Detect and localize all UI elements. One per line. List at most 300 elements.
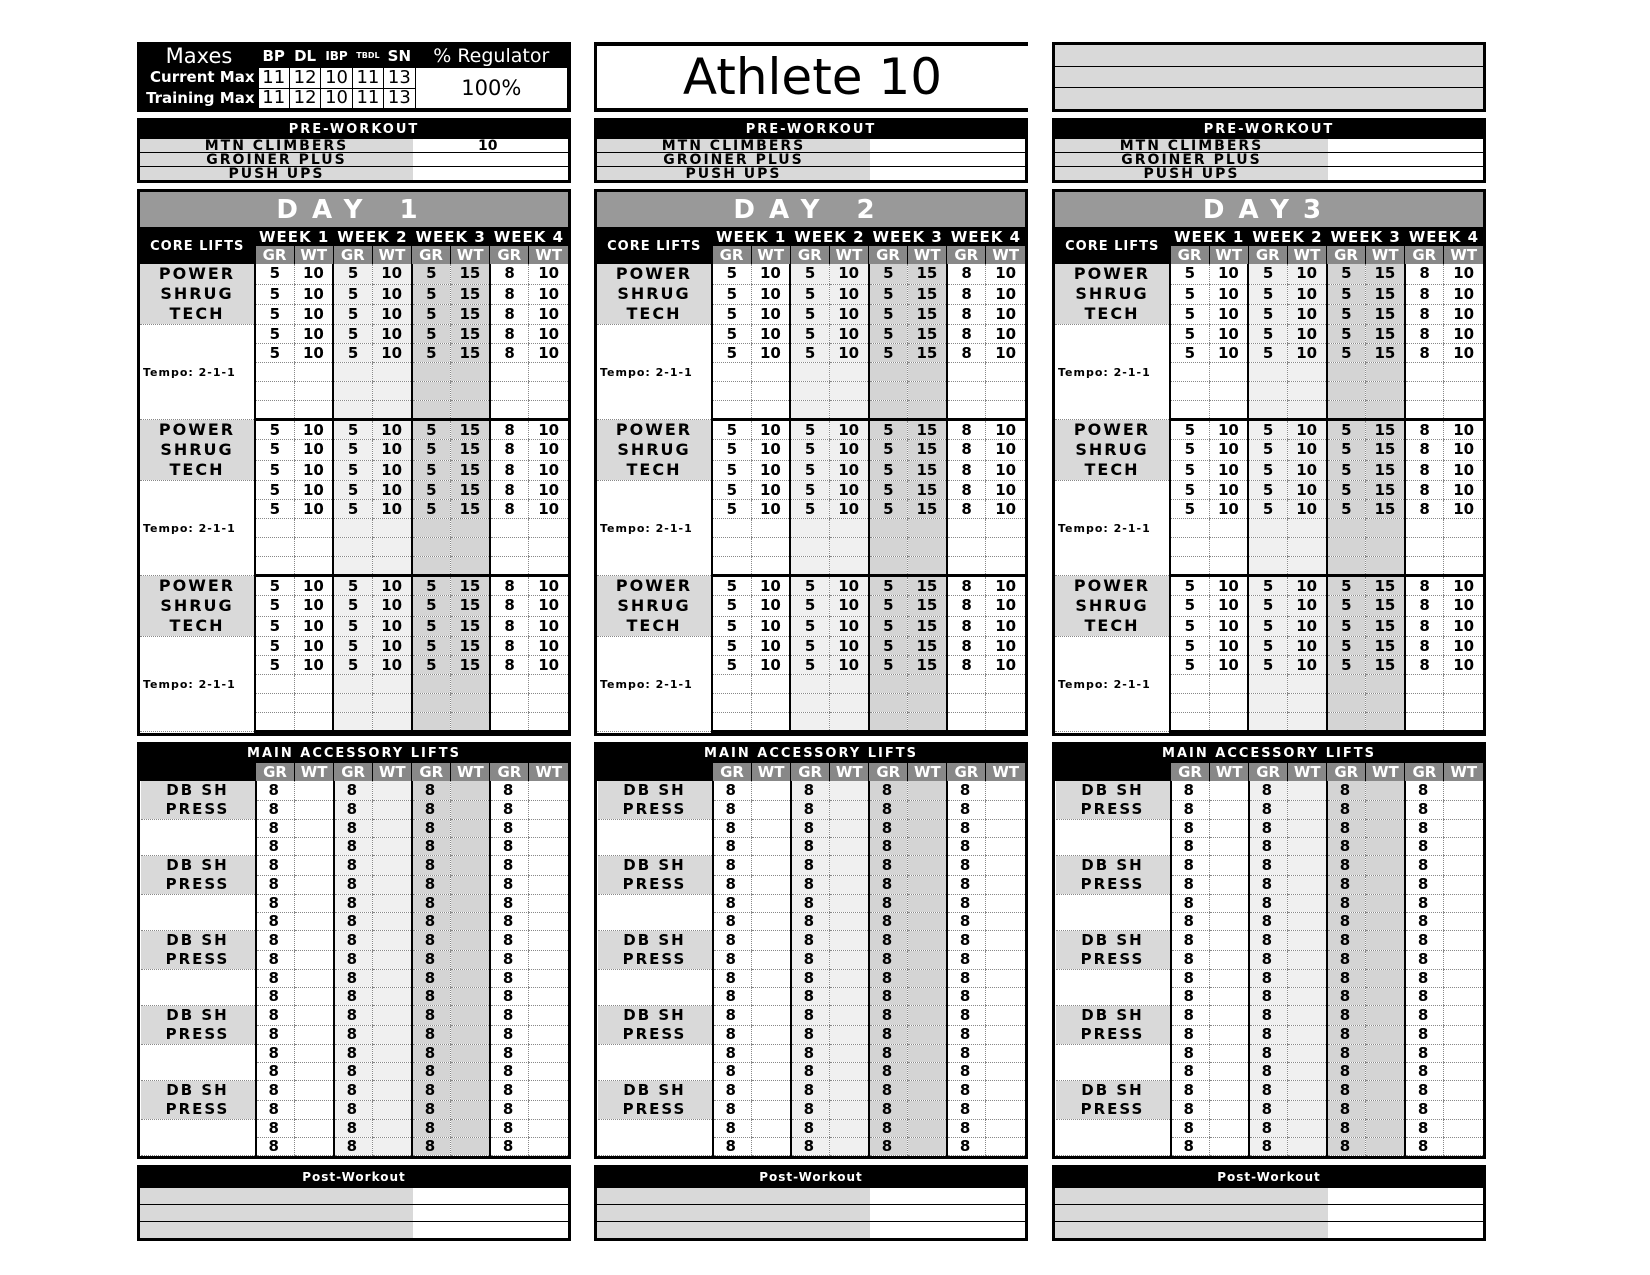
gr-cell[interactable]: 5 [712, 637, 751, 656]
wt-cell[interactable] [1210, 1138, 1249, 1156]
gr-cell[interactable]: 8 [947, 895, 986, 913]
wt-cell[interactable]: 10 [1209, 596, 1248, 616]
gr-cell[interactable] [1170, 519, 1209, 538]
wt-cell[interactable] [908, 1081, 947, 1101]
wt-cell[interactable]: 10 [294, 637, 333, 656]
wt-cell[interactable] [908, 1025, 947, 1045]
gr-cell[interactable] [490, 675, 529, 694]
gr-cell[interactable] [333, 363, 372, 382]
wt-cell[interactable] [1209, 538, 1248, 557]
wt-cell[interactable] [986, 1120, 1025, 1138]
wt-cell[interactable] [295, 1081, 334, 1101]
gr-cell[interactable]: 8 [334, 1006, 373, 1026]
gr-cell[interactable] [1405, 538, 1444, 557]
gr-cell[interactable]: 5 [412, 576, 451, 596]
wt-cell[interactable] [1210, 950, 1249, 970]
wt-cell[interactable]: 10 [751, 325, 790, 344]
gr-cell[interactable]: 5 [712, 284, 751, 304]
gr-cell[interactable]: 5 [1248, 440, 1287, 460]
wt-cell[interactable] [1209, 675, 1248, 694]
wt-cell[interactable] [1209, 519, 1248, 538]
gr-cell[interactable]: 8 [412, 913, 451, 931]
gr-cell[interactable]: 8 [256, 1006, 295, 1026]
wt-cell[interactable] [529, 838, 568, 856]
gr-cell[interactable]: 8 [947, 440, 986, 460]
wt-cell[interactable] [372, 538, 411, 557]
wt-cell[interactable] [751, 401, 790, 420]
wt-cell[interactable] [1210, 988, 1249, 1006]
wt-cell[interactable] [1444, 1045, 1483, 1063]
wt-cell[interactable]: 15 [451, 616, 490, 636]
gr-cell[interactable]: 8 [947, 988, 986, 1006]
wt-cell[interactable] [1366, 713, 1405, 732]
wt-cell[interactable] [908, 1063, 947, 1081]
gr-cell[interactable]: 8 [334, 988, 373, 1006]
gr-cell[interactable]: 8 [1171, 1120, 1210, 1138]
wt-cell[interactable]: 10 [986, 440, 1025, 460]
gr-cell[interactable]: 8 [713, 970, 752, 988]
gr-cell[interactable] [255, 675, 294, 694]
gr-cell[interactable]: 8 [1327, 838, 1366, 856]
wt-cell[interactable]: 10 [1444, 460, 1483, 480]
gr-cell[interactable]: 8 [412, 950, 451, 970]
wt-cell[interactable]: 15 [451, 656, 490, 675]
wt-cell[interactable] [529, 1100, 568, 1120]
wt-cell[interactable] [529, 1006, 568, 1026]
wt-cell[interactable] [451, 1063, 490, 1081]
wt-cell[interactable] [451, 1138, 490, 1156]
gr-cell[interactable]: 8 [947, 656, 986, 675]
wt-cell[interactable] [1444, 856, 1483, 876]
gr-cell[interactable]: 5 [1327, 304, 1366, 324]
gr-cell[interactable]: 8 [1405, 576, 1444, 596]
gr-cell[interactable] [790, 557, 829, 576]
wt-cell[interactable]: 10 [1209, 637, 1248, 656]
post-workout-value[interactable] [1328, 1205, 1483, 1221]
wt-cell[interactable] [830, 875, 869, 895]
wt-cell[interactable] [751, 538, 790, 557]
wt-cell[interactable] [1288, 1025, 1327, 1045]
gr-cell[interactable]: 8 [256, 800, 295, 819]
wt-cell[interactable] [1366, 1063, 1405, 1081]
gr-cell[interactable]: 8 [947, 264, 986, 284]
wt-cell[interactable] [829, 538, 868, 557]
wt-cell[interactable]: 10 [986, 344, 1025, 363]
wt-cell[interactable] [1444, 931, 1483, 951]
post-workout-row[interactable] [140, 1187, 568, 1204]
wt-cell[interactable]: 15 [908, 420, 947, 440]
wt-cell[interactable] [751, 363, 790, 382]
wt-cell[interactable]: 10 [1209, 344, 1248, 363]
gr-cell[interactable]: 8 [412, 1120, 451, 1138]
gr-cell[interactable]: 8 [1405, 950, 1444, 970]
gr-cell[interactable]: 8 [1405, 325, 1444, 344]
post-workout-value[interactable] [413, 1188, 568, 1204]
gr-cell[interactable]: 8 [947, 420, 986, 440]
post-workout-item[interactable] [140, 1188, 413, 1204]
wt-cell[interactable] [830, 1045, 869, 1063]
gr-cell[interactable] [790, 382, 829, 401]
gr-cell[interactable] [1170, 713, 1209, 732]
wt-cell[interactable]: 10 [1287, 616, 1326, 636]
gr-cell[interactable]: 5 [1248, 325, 1287, 344]
gr-cell[interactable]: 8 [947, 500, 986, 519]
wt-cell[interactable] [295, 1063, 334, 1081]
wt-cell[interactable] [1366, 1120, 1405, 1138]
gr-cell[interactable]: 8 [1249, 781, 1288, 800]
wt-cell[interactable] [986, 1025, 1025, 1045]
wt-cell[interactable] [372, 401, 411, 420]
gr-cell[interactable]: 8 [490, 284, 529, 304]
gr-cell[interactable]: 8 [490, 481, 529, 500]
gr-cell[interactable] [869, 557, 908, 576]
wt-cell[interactable] [529, 519, 568, 538]
gr-cell[interactable]: 5 [1170, 460, 1209, 480]
gr-cell[interactable] [1170, 538, 1209, 557]
gr-cell[interactable]: 5 [790, 460, 829, 480]
gr-cell[interactable]: 8 [791, 950, 830, 970]
wt-cell[interactable] [830, 820, 869, 838]
wt-cell[interactable]: 10 [751, 420, 790, 440]
gr-cell[interactable]: 5 [790, 481, 829, 500]
gr-cell[interactable]: 5 [412, 420, 451, 440]
gr-cell[interactable]: 8 [1249, 1100, 1288, 1120]
wt-cell[interactable] [1288, 1138, 1327, 1156]
wt-cell[interactable] [529, 1081, 568, 1101]
post-workout-item[interactable] [1055, 1205, 1328, 1221]
gr-cell[interactable]: 8 [869, 856, 908, 876]
wt-cell[interactable] [1366, 519, 1405, 538]
gr-cell[interactable]: 8 [490, 1100, 529, 1120]
gr-cell[interactable] [333, 382, 372, 401]
wt-cell[interactable] [529, 713, 568, 732]
wt-cell[interactable]: 10 [294, 264, 333, 284]
gr-cell[interactable]: 8 [947, 344, 986, 363]
wt-cell[interactable] [294, 382, 333, 401]
wt-cell[interactable] [451, 538, 490, 557]
gr-cell[interactable]: 8 [1405, 264, 1444, 284]
gr-cell[interactable]: 8 [256, 931, 295, 951]
wt-cell[interactable]: 15 [1366, 440, 1405, 460]
gr-cell[interactable]: 8 [791, 856, 830, 876]
post-workout-item[interactable] [597, 1188, 870, 1204]
gr-cell[interactable]: 8 [412, 931, 451, 951]
wt-cell[interactable] [752, 1063, 791, 1081]
wt-cell[interactable]: 10 [294, 325, 333, 344]
gr-cell[interactable] [1327, 538, 1366, 557]
wt-cell[interactable] [1444, 875, 1483, 895]
gr-cell[interactable]: 8 [490, 820, 529, 838]
gr-cell[interactable]: 8 [256, 913, 295, 931]
wt-cell[interactable] [451, 895, 490, 913]
wt-cell[interactable] [752, 895, 791, 913]
wt-cell[interactable] [1366, 913, 1405, 931]
wt-cell[interactable]: 10 [829, 344, 868, 363]
gr-cell[interactable] [869, 675, 908, 694]
wt-cell[interactable] [373, 931, 412, 951]
wt-cell[interactable] [986, 1006, 1025, 1026]
wt-cell[interactable]: 10 [294, 344, 333, 363]
gr-cell[interactable] [1170, 557, 1209, 576]
gr-cell[interactable]: 8 [490, 460, 529, 480]
wt-cell[interactable] [529, 1045, 568, 1063]
wt-cell[interactable] [1210, 913, 1249, 931]
gr-cell[interactable] [412, 382, 451, 401]
wt-cell[interactable]: 10 [751, 500, 790, 519]
wt-cell[interactable]: 10 [1444, 637, 1483, 656]
wt-cell[interactable] [908, 950, 947, 970]
gr-cell[interactable]: 8 [1405, 420, 1444, 440]
current-max-tbdl[interactable]: 11 [352, 68, 383, 88]
gr-cell[interactable]: 8 [1405, 1006, 1444, 1026]
wt-cell[interactable] [830, 1138, 869, 1156]
wt-cell[interactable]: 10 [751, 440, 790, 460]
gr-cell[interactable] [1405, 557, 1444, 576]
gr-cell[interactable]: 8 [947, 304, 986, 324]
gr-cell[interactable] [869, 363, 908, 382]
wt-cell[interactable]: 10 [294, 304, 333, 324]
wt-cell[interactable] [1366, 363, 1405, 382]
wt-cell[interactable] [1288, 1120, 1327, 1138]
wt-cell[interactable] [908, 401, 947, 420]
wt-cell[interactable] [908, 519, 947, 538]
gr-cell[interactable]: 8 [412, 875, 451, 895]
wt-cell[interactable] [986, 856, 1025, 876]
gr-cell[interactable]: 8 [490, 304, 529, 324]
gr-cell[interactable] [1248, 401, 1287, 420]
wt-cell[interactable] [295, 1138, 334, 1156]
wt-cell[interactable] [908, 1100, 947, 1120]
wt-cell[interactable] [1210, 820, 1249, 838]
wt-cell[interactable] [908, 931, 947, 951]
wt-cell[interactable]: 10 [829, 596, 868, 616]
wt-cell[interactable]: 10 [372, 481, 411, 500]
wt-cell[interactable] [1444, 895, 1483, 913]
wt-cell[interactable] [986, 781, 1025, 800]
wt-cell[interactable]: 10 [1287, 264, 1326, 284]
wt-cell[interactable] [451, 856, 490, 876]
wt-cell[interactable] [529, 1063, 568, 1081]
wt-cell[interactable] [373, 820, 412, 838]
gr-cell[interactable] [490, 713, 529, 732]
gr-cell[interactable] [1327, 713, 1366, 732]
gr-cell[interactable]: 8 [947, 460, 986, 480]
wt-cell[interactable] [752, 1006, 791, 1026]
wt-cell[interactable] [752, 1100, 791, 1120]
wt-cell[interactable] [986, 895, 1025, 913]
wt-cell[interactable] [451, 1025, 490, 1045]
gr-cell[interactable]: 8 [869, 895, 908, 913]
wt-cell[interactable]: 10 [1444, 596, 1483, 616]
gr-cell[interactable]: 5 [412, 481, 451, 500]
wt-cell[interactable] [372, 713, 411, 732]
gr-cell[interactable]: 8 [713, 856, 752, 876]
wt-cell[interactable] [295, 1025, 334, 1045]
wt-cell[interactable] [830, 950, 869, 970]
wt-cell[interactable] [986, 988, 1025, 1006]
accessory-notes[interactable] [141, 820, 256, 856]
wt-cell[interactable]: 10 [829, 616, 868, 636]
gr-cell[interactable] [947, 538, 986, 557]
wt-cell[interactable] [451, 820, 490, 838]
gr-cell[interactable]: 8 [713, 838, 752, 856]
training-max-dl[interactable]: 12 [289, 88, 320, 108]
gr-cell[interactable]: 5 [1170, 420, 1209, 440]
wt-cell[interactable] [373, 1138, 412, 1156]
gr-cell[interactable]: 8 [490, 1063, 529, 1081]
gr-cell[interactable] [412, 557, 451, 576]
gr-cell[interactable]: 8 [334, 931, 373, 951]
wt-cell[interactable]: 10 [529, 344, 568, 363]
gr-cell[interactable]: 8 [490, 500, 529, 519]
wt-cell[interactable]: 10 [529, 656, 568, 675]
gr-cell[interactable] [947, 382, 986, 401]
wt-cell[interactable] [451, 382, 490, 401]
gr-cell[interactable]: 5 [1327, 616, 1366, 636]
gr-cell[interactable] [790, 694, 829, 713]
wt-cell[interactable]: 15 [1366, 616, 1405, 636]
gr-cell[interactable]: 8 [490, 1025, 529, 1045]
wt-cell[interactable] [529, 875, 568, 895]
wt-cell[interactable] [451, 950, 490, 970]
gr-cell[interactable]: 8 [1327, 875, 1366, 895]
gr-cell[interactable] [1405, 519, 1444, 538]
gr-cell[interactable]: 5 [712, 325, 751, 344]
wt-cell[interactable] [908, 1138, 947, 1156]
gr-cell[interactable] [1170, 382, 1209, 401]
wt-cell[interactable] [1444, 363, 1483, 382]
training-max-tbdl[interactable]: 11 [352, 88, 383, 108]
wt-cell[interactable] [1366, 875, 1405, 895]
wt-cell[interactable]: 10 [986, 500, 1025, 519]
wt-cell[interactable] [986, 401, 1025, 420]
wt-cell[interactable]: 15 [1366, 481, 1405, 500]
wt-cell[interactable]: 10 [294, 420, 333, 440]
gr-cell[interactable]: 5 [1327, 284, 1366, 304]
wt-cell[interactable] [751, 713, 790, 732]
wt-cell[interactable] [829, 557, 868, 576]
gr-cell[interactable]: 8 [713, 1081, 752, 1101]
wt-cell[interactable] [529, 1025, 568, 1045]
wt-cell[interactable] [373, 1100, 412, 1120]
gr-cell[interactable]: 8 [791, 800, 830, 819]
wt-cell[interactable] [1288, 970, 1327, 988]
gr-cell[interactable]: 8 [713, 1138, 752, 1156]
gr-cell[interactable]: 5 [1327, 481, 1366, 500]
wt-cell[interactable]: 10 [372, 500, 411, 519]
gr-cell[interactable]: 5 [869, 440, 908, 460]
gr-cell[interactable]: 5 [790, 616, 829, 636]
gr-cell[interactable]: 8 [1327, 1006, 1366, 1026]
wt-cell[interactable]: 10 [1444, 344, 1483, 363]
wt-cell[interactable] [1444, 800, 1483, 819]
gr-cell[interactable]: 5 [333, 576, 372, 596]
wt-cell[interactable] [373, 1063, 412, 1081]
wt-cell[interactable]: 15 [908, 284, 947, 304]
gr-cell[interactable]: 8 [1249, 1025, 1288, 1045]
gr-cell[interactable]: 8 [1327, 895, 1366, 913]
gr-cell[interactable]: 8 [1327, 1025, 1366, 1045]
gr-cell[interactable]: 8 [1171, 820, 1210, 838]
wt-cell[interactable] [295, 950, 334, 970]
wt-cell[interactable] [529, 781, 568, 800]
gr-cell[interactable]: 5 [333, 264, 372, 284]
gr-cell[interactable]: 8 [947, 838, 986, 856]
wt-cell[interactable]: 10 [829, 325, 868, 344]
wt-cell[interactable] [295, 913, 334, 931]
wt-cell[interactable]: 10 [829, 284, 868, 304]
accessory-notes[interactable] [141, 970, 256, 1006]
gr-cell[interactable]: 8 [1327, 781, 1366, 800]
gr-cell[interactable]: 5 [790, 304, 829, 324]
gr-cell[interactable] [1327, 557, 1366, 576]
wt-cell[interactable] [1210, 1120, 1249, 1138]
gr-cell[interactable]: 5 [255, 344, 294, 363]
wt-cell[interactable]: 15 [451, 637, 490, 656]
wt-cell[interactable] [1210, 1006, 1249, 1026]
gr-cell[interactable]: 8 [1327, 820, 1366, 838]
wt-cell[interactable]: 10 [986, 576, 1025, 596]
wt-cell[interactable] [1366, 557, 1405, 576]
wt-cell[interactable] [908, 970, 947, 988]
wt-cell[interactable] [529, 1138, 568, 1156]
wt-cell[interactable]: 10 [529, 420, 568, 440]
gr-cell[interactable]: 8 [1405, 931, 1444, 951]
accessory-notes[interactable] [598, 820, 713, 856]
gr-cell[interactable]: 8 [1405, 1120, 1444, 1138]
wt-cell[interactable] [829, 519, 868, 538]
wt-cell[interactable]: 10 [986, 616, 1025, 636]
wt-cell[interactable]: 10 [1287, 304, 1326, 324]
wt-cell[interactable] [752, 1045, 791, 1063]
wt-cell[interactable]: 15 [451, 460, 490, 480]
gr-cell[interactable] [1327, 382, 1366, 401]
gr-cell[interactable]: 8 [869, 950, 908, 970]
wt-cell[interactable]: 10 [372, 284, 411, 304]
wt-cell[interactable] [986, 913, 1025, 931]
wt-cell[interactable]: 10 [372, 637, 411, 656]
gr-cell[interactable]: 8 [869, 931, 908, 951]
wt-cell[interactable] [295, 856, 334, 876]
gr-cell[interactable]: 8 [256, 1025, 295, 1045]
wt-cell[interactable]: 10 [1209, 440, 1248, 460]
wt-cell[interactable] [372, 557, 411, 576]
gr-cell[interactable] [1170, 694, 1209, 713]
gr-cell[interactable]: 8 [334, 800, 373, 819]
wt-cell[interactable] [529, 856, 568, 876]
gr-cell[interactable]: 5 [790, 576, 829, 596]
gr-cell[interactable]: 5 [869, 596, 908, 616]
wt-cell[interactable] [529, 950, 568, 970]
gr-cell[interactable]: 8 [412, 1081, 451, 1101]
wt-cell[interactable]: 10 [372, 325, 411, 344]
post-workout-row[interactable] [1055, 1187, 1483, 1204]
gr-cell[interactable]: 8 [1405, 656, 1444, 675]
wt-cell[interactable] [986, 1138, 1025, 1156]
gr-cell[interactable]: 5 [1248, 500, 1287, 519]
wt-cell[interactable]: 10 [986, 264, 1025, 284]
gr-cell[interactable]: 5 [255, 596, 294, 616]
wt-cell[interactable]: 10 [529, 576, 568, 596]
gr-cell[interactable]: 8 [490, 856, 529, 876]
gr-cell[interactable]: 8 [791, 1081, 830, 1101]
gr-cell[interactable]: 8 [490, 576, 529, 596]
wt-cell[interactable]: 15 [908, 304, 947, 324]
gr-cell[interactable]: 8 [1171, 1081, 1210, 1101]
wt-cell[interactable] [1288, 856, 1327, 876]
wt-cell[interactable]: 15 [451, 440, 490, 460]
gr-cell[interactable]: 8 [791, 1045, 830, 1063]
